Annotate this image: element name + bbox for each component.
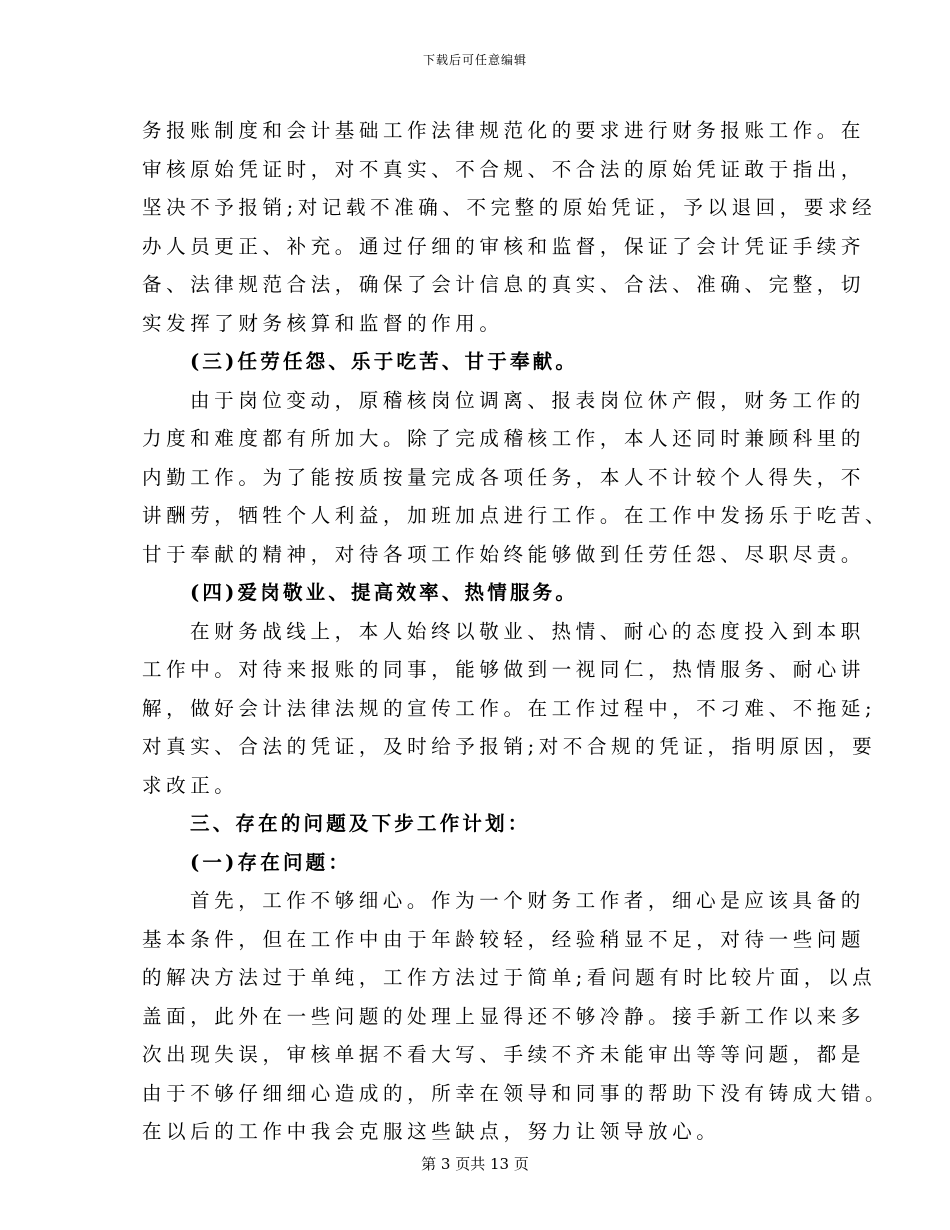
section-heading: (四)爱岗敬业、提高效率、热情服务。 <box>190 581 579 604</box>
text-line: 甘于奉献的精神，对待各项工作始终能够做到任劳任怨、尽职尽责。 <box>142 542 866 566</box>
text-line: 在以后的工作中我会克服这些缺点，努力让领导放心。 <box>142 1120 721 1143</box>
text-line: 办人员更正、补充。通过仔细的审核和监督，保证了会计凭证手续齐 <box>142 234 866 258</box>
text-line: 力度和难度都有所加大。除了完成稽核工作，本人还同时兼顾科里的 <box>142 427 866 450</box>
text-line: 讲酬劳，牺牲个人利益，加班加点进行工作。在工作中发扬乐于吃苦、 <box>142 504 890 527</box>
text-line: 由于不够仔细细心造成的，所幸在领导和同事的帮助下没有铸成大错。 <box>142 1081 890 1105</box>
section-heading: (三)任劳任怨、乐于吃苦、甘于奉献。 <box>190 350 579 373</box>
page-number: 第 3 页共 13 页 <box>421 1155 529 1173</box>
text-line: 求改正。 <box>142 773 239 797</box>
paragraph-first-line: 在财务战线上，本人始终以敬业、热情、耐心的态度投入到本职 <box>190 619 865 643</box>
text-line: 工作中。对待来报账的同事，能够做到一视同仁，热情服务、耐心讲 <box>142 658 866 681</box>
text-line: 实发挥了财务核算和监督的作用。 <box>142 311 504 335</box>
text-line: 的解决方法过于单纯，工作方法过于简单;看问题有时比较片面，以点 <box>142 966 877 989</box>
text-line: 解，做好会计法律法规的宣传工作。在工作过程中，不刁难、不拖延; <box>142 696 877 720</box>
text-line: 盖面，此外在一些问题的处理上显得还不够冷静。接手新工作以来多 <box>142 1004 866 1028</box>
subsection-heading: (一)存在问题： <box>190 850 352 874</box>
paragraph-first-line: 首先，工作不够细心。作为一个财务工作者，细心是应该具备的 <box>190 889 865 912</box>
document-body <box>142 112 890 1152</box>
text-line: 次出现失误，审核单据不看大写、手续不齐未能审出等等问题，都是 <box>142 1043 866 1066</box>
text-line: 基本条件，但在工作中由于年龄较轻，经验稍显不足，对待一些问题 <box>142 927 866 951</box>
page-header: 下载后可任意编辑 <box>422 53 527 67</box>
section-heading: 三、存在的问题及下步工作计划： <box>190 812 531 835</box>
paragraph-first-line: 由于岗位变动，原稽核岗位调离、报表岗位休产假，财务工作的 <box>190 388 865 412</box>
text-line: 对真实、合法的凭证，及时给予报销;对不合规的凭证，指明原因，要 <box>142 735 877 758</box>
text-line: 内勤工作。为了能按质按量完成各项任务，本人不计较个人得失，不 <box>142 465 866 489</box>
text-line: 备、法律规范合法，确保了会计信息的真实、合法、准确、完整，切 <box>142 273 866 296</box>
text-line: 审核原始凭证时，对不真实、不合规、不合法的原始凭证敢于指出， <box>142 157 866 181</box>
text-line: 坚决不予报销;对记载不准确、不完整的原始凭证，予以退回，要求经 <box>142 196 877 219</box>
text-line: 务报账制度和会计基础工作法律规范化的要求进行财务报账工作。在 <box>142 119 866 142</box>
